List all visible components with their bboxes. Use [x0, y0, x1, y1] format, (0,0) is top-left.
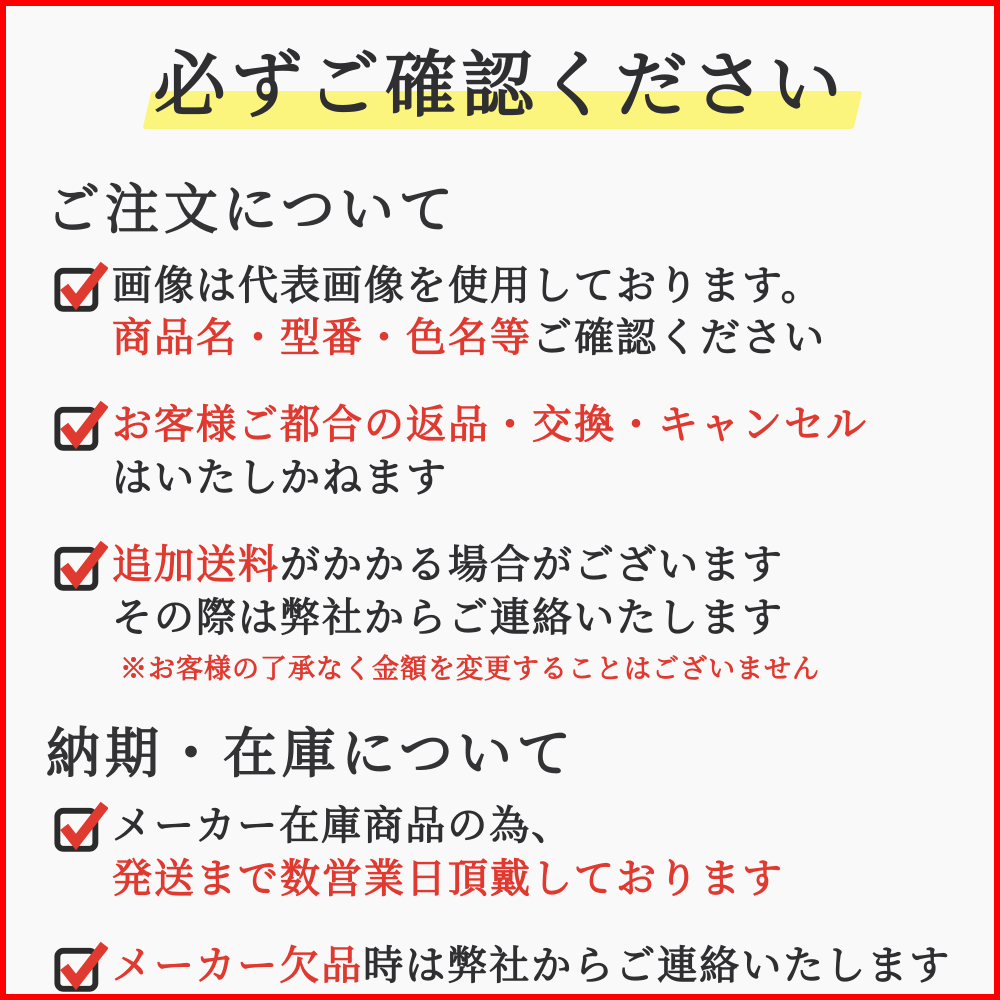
item-text [112, 539, 820, 688]
item-line [112, 312, 826, 365]
item-line [112, 260, 826, 313]
section-heading-delivery-stock: 納期・在庫について [46, 721, 576, 786]
item-segment: はいたしかねます [112, 454, 448, 502]
checked-checkbox-icon [54, 397, 108, 453]
checked-checkbox-icon [54, 938, 108, 994]
item-line [112, 592, 820, 645]
item-segment: ご確認ください [532, 314, 826, 362]
checklist-item-returns [54, 399, 974, 505]
item-segment: 時は弊社からご連絡いたします [363, 941, 952, 989]
item-line [112, 399, 868, 452]
item-line [112, 800, 784, 853]
item-text [112, 940, 951, 993]
item-line [112, 452, 868, 505]
title-banner [6, 38, 994, 132]
checklist-item-extra-shipping [54, 539, 974, 688]
item-line [112, 940, 951, 993]
item-text [112, 399, 868, 505]
checklist-item-representative-image [54, 260, 974, 366]
item-segment: メーカー在庫商品の為、 [112, 802, 574, 850]
item-segment: 画像は代表画像を使用しております。 [112, 261, 823, 309]
checked-checkbox-icon [54, 258, 108, 314]
item-line [112, 853, 784, 906]
item-footnote: ※お客様の了承なく金額を変更することはございません [120, 654, 820, 686]
checked-checkbox-icon [54, 798, 108, 854]
page-title: 必ずご確認ください [153, 42, 847, 127]
title-wrap [153, 38, 846, 132]
item-segment-emphasis: 追加送料 [112, 540, 280, 588]
section-heading-order: ご注文について [46, 176, 458, 241]
item-text [112, 260, 826, 366]
checklist-item-maker-stock [54, 800, 974, 906]
checklist-item-maker-shortage [54, 940, 974, 994]
item-segment-emphasis: 発送まで数営業日頂戴しております [112, 854, 784, 902]
item-segment: がかかる場合がございます [280, 540, 784, 588]
item-line [112, 539, 820, 592]
item-text [112, 800, 784, 906]
item-segment-emphasis: 商品名・型番・色名等 [112, 314, 532, 362]
checked-checkbox-icon [54, 537, 108, 593]
item-segment: その際は弊社からご連絡いたします [112, 593, 784, 641]
item-segment-emphasis: お客様ご都合の返品・交換・キャンセル [112, 401, 868, 449]
item-segment-emphasis: メーカー欠品 [112, 941, 364, 989]
